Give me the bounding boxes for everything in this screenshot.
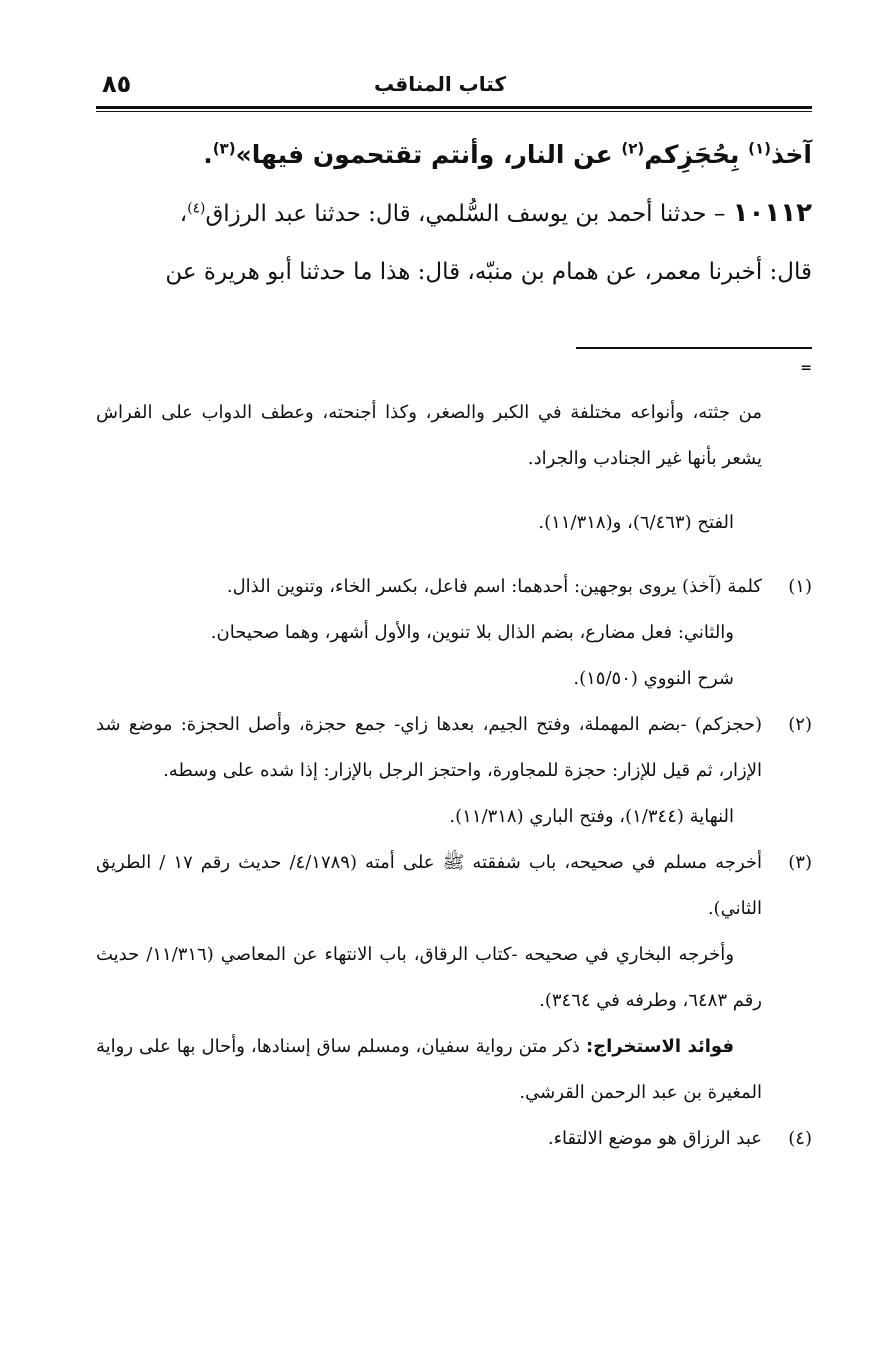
benefits-heading: فوائد الاستخراج: xyxy=(585,1036,735,1057)
continuation-mark: = xyxy=(800,360,812,376)
footnote-para: أخرجه مسلم في صحيحه، باب شفقته ﷺ على أمته (٤/١٧٨٩/ حديث رقم ١٧ / الطريق الثاني). xyxy=(96,852,763,919)
footnote-ref-2: (٢) xyxy=(621,139,645,158)
footnote-para: والثاني: فعل مضارع، بضم الذال بلا تنوين، والأول أشهر، وهما صحيحان. xyxy=(210,622,734,643)
footnote-label: (١) xyxy=(788,576,812,597)
main-text xyxy=(96,126,812,301)
footnote-label: (٢) xyxy=(788,714,812,735)
header-rule-thick xyxy=(96,106,812,109)
hadith-number: ١٠١١٢ xyxy=(732,198,812,228)
hadith-isnad-line-1 xyxy=(96,184,812,243)
continuation-para-1: من جثته، وأنواعه مختلفة في الكبر والصغر، وكذا أجنحته، وعطف الدواب على الفراش يشعر بأنها غير الجنادب والجراد. xyxy=(96,402,762,469)
footnote-label: (٤) xyxy=(788,1128,812,1149)
footnote-para: شرح النووي (١٥/٥٠). xyxy=(573,668,734,689)
footnote-label: (٣) xyxy=(788,852,812,873)
footnotes xyxy=(96,372,812,1162)
footnote-4 xyxy=(96,1116,812,1162)
hadith-dash: – xyxy=(706,201,733,227)
footnote-1 xyxy=(96,564,812,702)
hadith-ending-text: عن النار، وأنتم تقتحمون فيها» xyxy=(235,140,622,169)
benefits-text: ذكر متن رواية سفيان، ومسلم ساق إسنادها، وأحال بها على رواية المغيرة بن عبد الرحمن القرشي. xyxy=(96,1036,762,1103)
footnote-separator xyxy=(576,347,812,349)
footnote-para: وأخرجه البخاري في صحيحه -كتاب الرقاق، باب الانتهاء عن المعاصي (١١/٣١٦/ حديث رقم ٦٤٨٣، وطرفه في ٣٤٦٤). xyxy=(96,944,762,1011)
continuation-para-2: الفتح (٦/٤٦٣)، و(١١/٣١٨). xyxy=(538,512,734,533)
footnote-ref-3: (٣) xyxy=(212,139,236,158)
hadith-isnad-comma: ، xyxy=(179,201,188,227)
hadith-isnad-text-1: حدثنا أحمد بن يوسف السُّلمي، قال: حدثنا عبد الرزاق xyxy=(205,201,707,227)
footnote-para-benefits xyxy=(96,1024,762,1116)
word-akhidh: آخذ xyxy=(770,140,812,169)
footnote-para: (حجزكم) -بضم المهملة، وفتح الجيم، بعدها زاي- جمع حجزة، وأصل الحجزة: موضع شد الإزار، ثم قيل للإزار: حجزة للمجاورة، واحتجز الرجل بالإزار: إذا شده على وسطه. xyxy=(96,714,762,781)
page-number: ٨٥ xyxy=(102,70,132,98)
hadith-ending-line xyxy=(96,126,812,184)
word-bihujazikum: بِحُجَزِكم xyxy=(644,140,749,169)
page-header xyxy=(96,70,812,104)
footnote-continuation xyxy=(96,390,812,546)
footnote-3 xyxy=(96,840,812,1116)
hadith-isnad-line-2: قال: أخبرنا معمر، عن همام بن منبّه، قال: هذا ما حدثنا أبو هريرة عن xyxy=(165,259,812,285)
footnote-para: كلمة (آخذ) يروى بوجهين: أحدهما: اسم فاعل، بكسر الخاء، وتنوين الذال. xyxy=(226,576,762,597)
footnote-para: عبد الرزاق هو موضع الالتقاء. xyxy=(547,1128,762,1149)
book-page xyxy=(96,0,812,1369)
header-rule-thin xyxy=(96,111,812,112)
footnote-2 xyxy=(96,702,812,840)
running-title: كتاب المناقب xyxy=(374,72,507,96)
footnote-para: النهاية (١/٣٤٤)، وفتح الباري (١١/٣١٨). xyxy=(449,806,734,827)
line-end-mark: . xyxy=(203,140,213,169)
footnote-ref-4: (٤) xyxy=(187,200,206,217)
footnote-ref-1: (١) xyxy=(748,139,771,158)
